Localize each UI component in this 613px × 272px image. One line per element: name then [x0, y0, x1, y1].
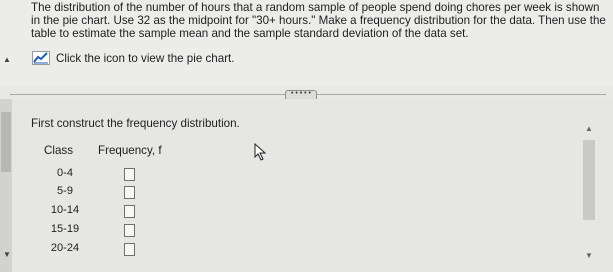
divider-handle[interactable]: • • • • • [285, 90, 317, 101]
instruction-text: First construct the frequency distribution. [31, 117, 240, 130]
scroll-down-arrow-icon[interactable]: ▼ [585, 251, 593, 260]
collapse-arrow-icon[interactable]: ▲ [3, 55, 11, 64]
table-row [44, 167, 164, 185]
frequency-input[interactable] [124, 205, 135, 218]
chart-link[interactable] [32, 50, 235, 66]
table-row [44, 223, 164, 241]
table-row [44, 185, 164, 203]
table-row [44, 242, 164, 260]
frequency-input[interactable] [124, 186, 135, 199]
class-cell: 10-14 [50, 204, 80, 216]
left-gutter-thumb[interactable] [1, 112, 11, 172]
class-header: Class [44, 144, 73, 157]
scroll-up-arrow-icon[interactable]: ▲ [585, 124, 593, 133]
frequency-input[interactable] [124, 224, 135, 237]
chart-link-label[interactable]: Click the icon to view the pie chart. [56, 51, 235, 65]
class-cell: 20-24 [50, 242, 80, 254]
table-row [44, 204, 164, 222]
mouse-cursor-icon [254, 143, 268, 161]
line-chart-icon[interactable] [32, 51, 50, 65]
frequency-input[interactable] [124, 243, 135, 256]
frequency-input[interactable] [124, 168, 135, 181]
scrollbar-thumb[interactable] [583, 140, 595, 220]
class-cell: 15-19 [50, 223, 80, 235]
frequency-header: Frequency, f [98, 144, 162, 157]
scroll-down-arrow-icon[interactable]: ▼ [3, 250, 11, 259]
class-cell: 5-9 [57, 185, 73, 197]
problem-statement: The distribution of the number of hours that a random sample of people spend doing chores per week is shown in the pie chart. Use 32 as the midpoint for "30+ hours." Make a frequency distribution for the data. Then use the table to estimate the sample mean and the sample standard deviation of the data set. [31, 1, 606, 41]
problem-panel [0, 0, 613, 86]
class-cell: 0-4 [57, 167, 73, 179]
